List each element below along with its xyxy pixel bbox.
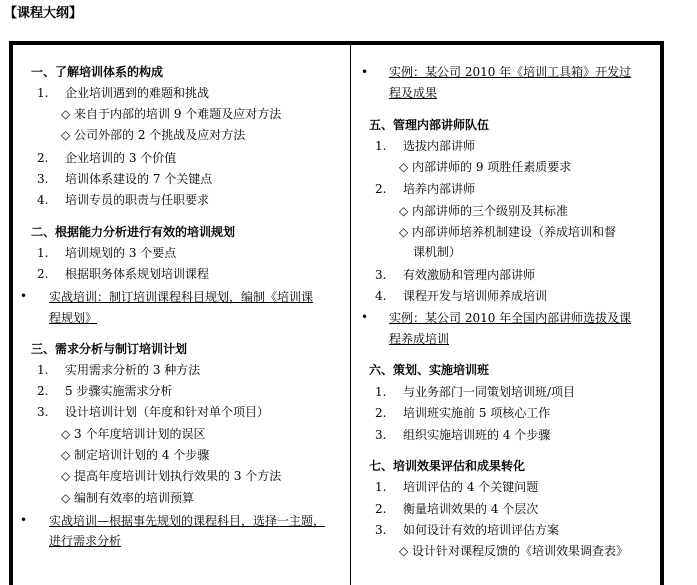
column-divider <box>350 45 351 585</box>
example-line: 程养成培训 <box>389 332 450 346</box>
list-item: 1. 培训规划的 3 个要点 <box>37 246 177 260</box>
list-item: 2. 培训班实施前 5 项核心工作 <box>375 406 551 420</box>
sub-list-item: ◇ 内部讲师的三个级别及其标准 <box>399 204 569 218</box>
list-item: 2. 衡量培训效果的 4 个层次 <box>375 502 539 516</box>
sub-list-item: ◇ 提高年度培训计划执行效果的 3 个方法 <box>61 469 282 483</box>
section-6-heading: 六、策划、实施培训班 <box>369 363 490 377</box>
list-item: 1. 企业培训遇到的难题和挑战 <box>37 86 210 100</box>
example-line: 程规划》 <box>49 311 98 325</box>
list-item: 2. 5 步骤实施需求分析 <box>37 384 173 398</box>
list-item: 1. 培训评估的 4 个关键问题 <box>375 480 539 494</box>
example-bullet: • <box>361 310 369 324</box>
list-item: 1. 实用需求分析的 3 种方法 <box>37 363 201 377</box>
example-bullet: • <box>20 289 28 303</box>
example-line: 实战培训—根据事先规划的课程科目，选择一主题， <box>49 514 326 528</box>
list-item: 2. 根据职务体系规划培训课程 <box>37 267 210 281</box>
list-item: 1. 与业务部门一同策划培训班/项目 <box>375 385 576 399</box>
list-item: 4. 课程开发与培训师养成培训 <box>375 289 548 303</box>
list-item: 4. 培训专员的职责与任职要求 <box>37 193 210 207</box>
list-item: 3. 如何设计有效的培训评估方案 <box>375 523 560 537</box>
list-item: 3. 有效激励和管理内部讲师 <box>375 268 536 282</box>
section-7-heading: 七、培训效果评估和成果转化 <box>369 459 526 473</box>
section-5-heading: 五、管理内部讲师队伍 <box>369 118 490 132</box>
sub-list-item: ◇ 内部讲师培养机制建设（养成培训和督 <box>399 225 617 239</box>
page-title: 【课程大纲】 <box>4 6 83 21</box>
section-1-heading: 一、了解培训体系的构成 <box>31 65 164 79</box>
sub-list-item: ◇ 来自于内部的培训 9 个难题及应对方法 <box>61 107 282 121</box>
sub-list-item: ◇ 公司外部的 2 个挑战及应对方法 <box>61 128 246 142</box>
list-item: 1. 选拔内部讲师 <box>375 139 476 153</box>
sub-list-item: ◇ 3 个年度培训计划的误区 <box>61 427 206 441</box>
example-line: 实战培训：制订培训课程科目规划，编制《培训课 <box>49 290 314 304</box>
example-line: 进行需求分析 <box>49 534 122 548</box>
list-item: 3. 组织实施培训班的 4 个步骤 <box>375 428 551 442</box>
example-bullet: • <box>20 513 28 527</box>
example-line: 程及成果 <box>389 86 438 100</box>
example-line: 实例：某公司 2010 年《培训工具箱》开发过 <box>389 65 632 79</box>
sub-list-item: ◇ 内部讲师的 9 项胜任素质要求 <box>399 160 572 174</box>
list-item: 2. 企业培训的 3 个价值 <box>37 151 177 165</box>
example-line: 实例：某公司 2010 年全国内部讲师选拔及课 <box>389 311 632 325</box>
section-2-heading: 二、根据能力分析进行有效的培训规划 <box>31 225 236 239</box>
sub-list-item: ◇ 编制有效率的培训预算 <box>61 491 195 505</box>
section-3-heading: 三、需求分析与制订培训计划 <box>31 342 188 356</box>
course-outline-table <box>9 41 664 585</box>
list-item: 3. 培训体系建设的 7 个关键点 <box>37 172 213 186</box>
sub-list-item: ◇ 设计针对课程反馈的《培训效果调查表》 <box>399 544 629 558</box>
list-item: 2. 培养内部讲师 <box>375 182 476 196</box>
list-item: 3. 设计培训计划（年度和针对单个项目） <box>37 405 270 419</box>
example-bullet: • <box>361 65 369 79</box>
sub-list-item: 课机制） <box>413 245 462 259</box>
sub-list-item: ◇ 制定培训计划的 4 个步骤 <box>61 448 210 462</box>
